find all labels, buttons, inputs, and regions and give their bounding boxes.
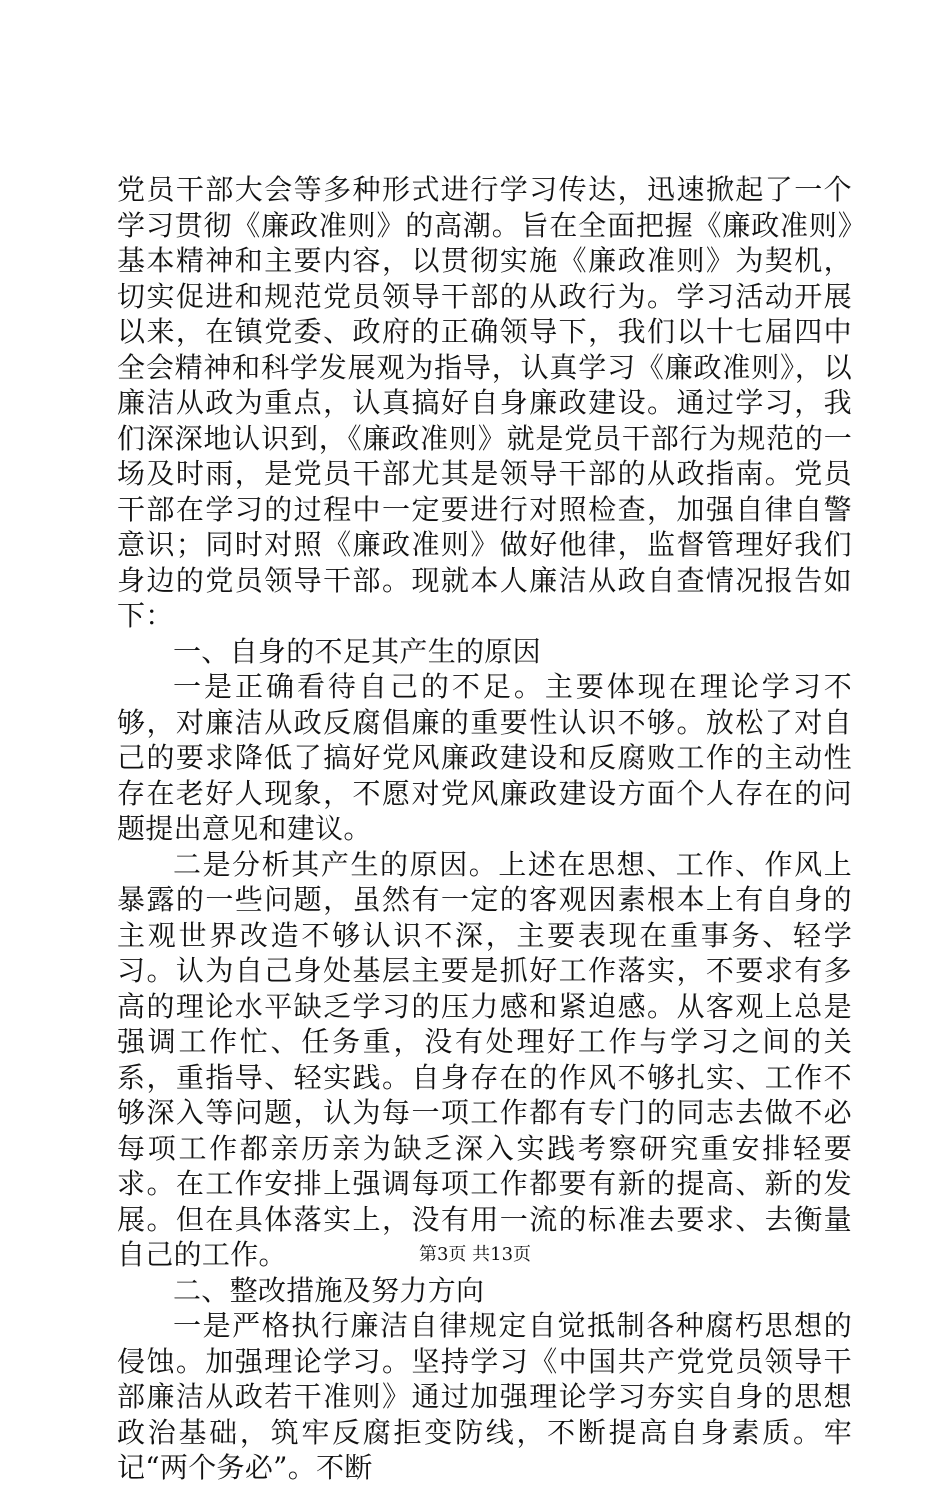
paragraph: 一是正确看待自己的不足。主要体现在理论学习不够，对廉洁从政反腐倡廉的重要性认识不够。放松了对自己的要求降低了搞好党风廉政建设和反腐败工作的主动性存在老好人现象，不愿对党风廉政建设方面个人存在的问题提出意见和建议。 bbox=[117, 670, 852, 845]
page-number: 第3页 共13页 bbox=[418, 1244, 532, 1265]
paragraph: 党员干部大会等多种形式进行学习传达，迅速掀起了一个学习贯彻《廉政准则》的高潮。旨在全面把握《廉政准则》基本精神和主要内容，以贯彻实施《廉政准则》为契机，切实促进和规范党员领导干部的从政行为。学习活动开展以来，在镇党委、政府的正确领导下，我们以十七届四中全会精神和科学发展观为指导，认真学习《廉政准则》，以廉洁从政为重点，认真搞好自身廉政建设。通过学习，我们深深地认识到，《廉政准则》就是党员干部行为规范的一场及时雨，是党员干部尤其是领导干部的从政指南。党员干部在学习的过程中一定要进行对照检查，加强自律自警意识；同时对照《廉政准则》做好他律，监督管理好我们身边的党员领导干部。现就本人廉洁从政自查情况报告如下： bbox=[117, 173, 852, 632]
paragraph: 二是分析其产生的原因。上述在思想、工作、作风上暴露的一些问题，虽然有一定的客观因素根本上有自身的主观世界改造不够认识不深，主要表现在重事务、轻学习。认为自己身处基层主要是抓好工作落实，不要求有多高的理论水平缺乏学习的压力感和紧迫感。从客观上总是强调工作忙、任务重，没有处理好工作与学习之间的关系，重指导、轻实践。自身存在的作风不够扎实、工作不够深入等问题，认为每一项工作都有专门的同志去做不必每项工作都亲历亲为缺乏深入实践考察研究重安排轻要求。在工作安排上强调每项工作都要有新的提高、新的发展。但在具体落实上，没有用一流的标准去要求、去衡量自己的工作。 bbox=[117, 847, 852, 1271]
paragraph: 一是严格执行廉洁自律规定自觉抵制各种腐朽思想的侵蚀。加强理论学习。坚持学习《中国共产党党员领导干部廉洁从政若干准则》通过加强理论学习夯实自身的思想政治基础，筑牢反腐拒变防线，不断提高自身素质。牢记“两个务必”。不断 bbox=[117, 1309, 852, 1484]
document-body bbox=[117, 172, 852, 1486]
section-heading: 二、整改措施及努力方向 bbox=[173, 1273, 485, 1307]
section-heading: 一、自身的不足其产生的原因 bbox=[173, 634, 541, 668]
